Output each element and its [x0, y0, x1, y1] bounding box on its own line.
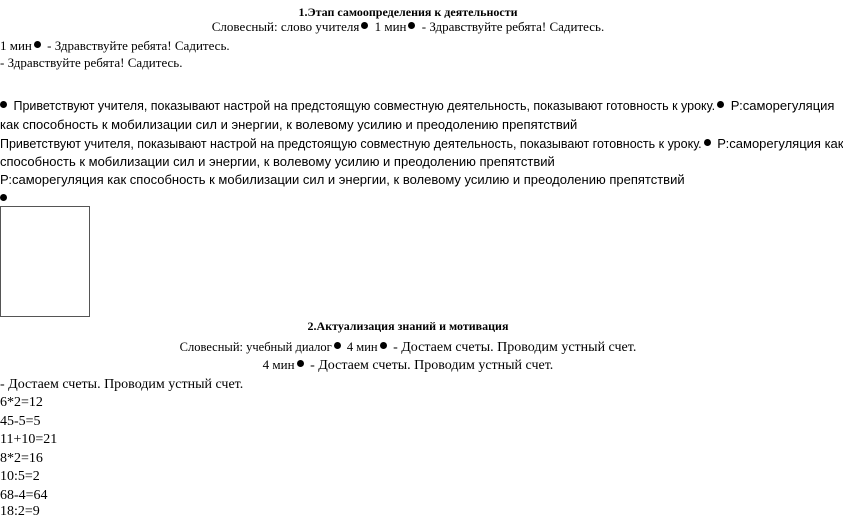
section2-task-line: - Достаем счеты. Проводим устный счет.: [0, 377, 244, 392]
section2-duration-line: [0, 358, 816, 373]
greeting-text: - Здравствуйте ребята! Садитесь.: [43, 38, 230, 53]
activity-text: Приветствуют учителя, показывают настрой на предстоящую совместную деятельность, показывают готовность к уроку.: [0, 137, 702, 151]
section1-para1-line2: как способность к мобилизации сил и энергии, к волевому усилию и преодолению препятствий: [0, 117, 578, 132]
task-text: - Достаем счеты. Проводим устный счет.: [306, 358, 554, 373]
greeting-text: - Здравствуйте ребята! Садитесь.: [418, 19, 605, 34]
section1-para3: Р:саморегуляция как способность к мобилизации сил и энергии, к волевому усилию и преодолению препятствий: [0, 172, 685, 187]
duration-text: 4 мин: [262, 357, 295, 372]
example-item: 8*2=16: [0, 451, 43, 466]
duration-text: 1 мин: [371, 19, 407, 34]
section1-para2-line1: [0, 137, 843, 151]
task-text: - Достаем счеты. Проводим устный счет.: [389, 340, 637, 355]
example-item: 45-5=5: [0, 414, 41, 429]
section1-para2-line2: способность к мобилизации сил и энергии, к волевому усилию и преодолению препятствий: [0, 154, 555, 169]
bullet-icon: [34, 41, 41, 48]
example-item: 18:2=9: [0, 504, 40, 519]
section1-method-line: [0, 20, 816, 33]
duration-text: 4 мин: [343, 340, 378, 354]
bullet-icon: [408, 22, 415, 29]
section1-para1-line1: [0, 99, 834, 113]
section2-heading: 2.Актуализация знаний и мотивация: [307, 319, 509, 333]
example-item: 68-4=64: [0, 488, 48, 503]
bullet-icon: [334, 342, 341, 349]
example-item: 6*2=12: [0, 395, 43, 410]
bullet-icon: [0, 194, 7, 201]
bullet-icon: [361, 22, 368, 29]
image-placeholder-frame: [0, 206, 90, 317]
activity-text: Приветствуют учителя, показывают настрой на предстоящую совместную деятельность, показывают готовность к уроку.: [10, 99, 716, 113]
bullet-icon: [380, 342, 387, 349]
bullet-icon: [297, 360, 304, 367]
section1-duration-line: [0, 39, 230, 52]
duration-text: 1 мин: [0, 38, 32, 53]
example-item: 11+10=21: [0, 432, 58, 447]
uud-text: Р:саморегуляция: [727, 98, 835, 113]
bullet-icon: [704, 139, 711, 146]
section1-greeting-line: - Здравствуйте ребята! Садитесь.: [0, 55, 183, 70]
method-text: Словесный: учебный диалог: [179, 340, 332, 354]
bullet-icon: [717, 101, 724, 108]
bullet-icon: [0, 101, 7, 108]
example-item: 10:5=2: [0, 469, 40, 484]
uud-text: Р:саморегуляция как: [713, 136, 843, 151]
section1-heading: 1.Этап самоопределения к деятельности: [298, 5, 518, 19]
method-text: Словесный: слово учителя: [211, 19, 360, 34]
section2-method-line: [0, 340, 816, 355]
